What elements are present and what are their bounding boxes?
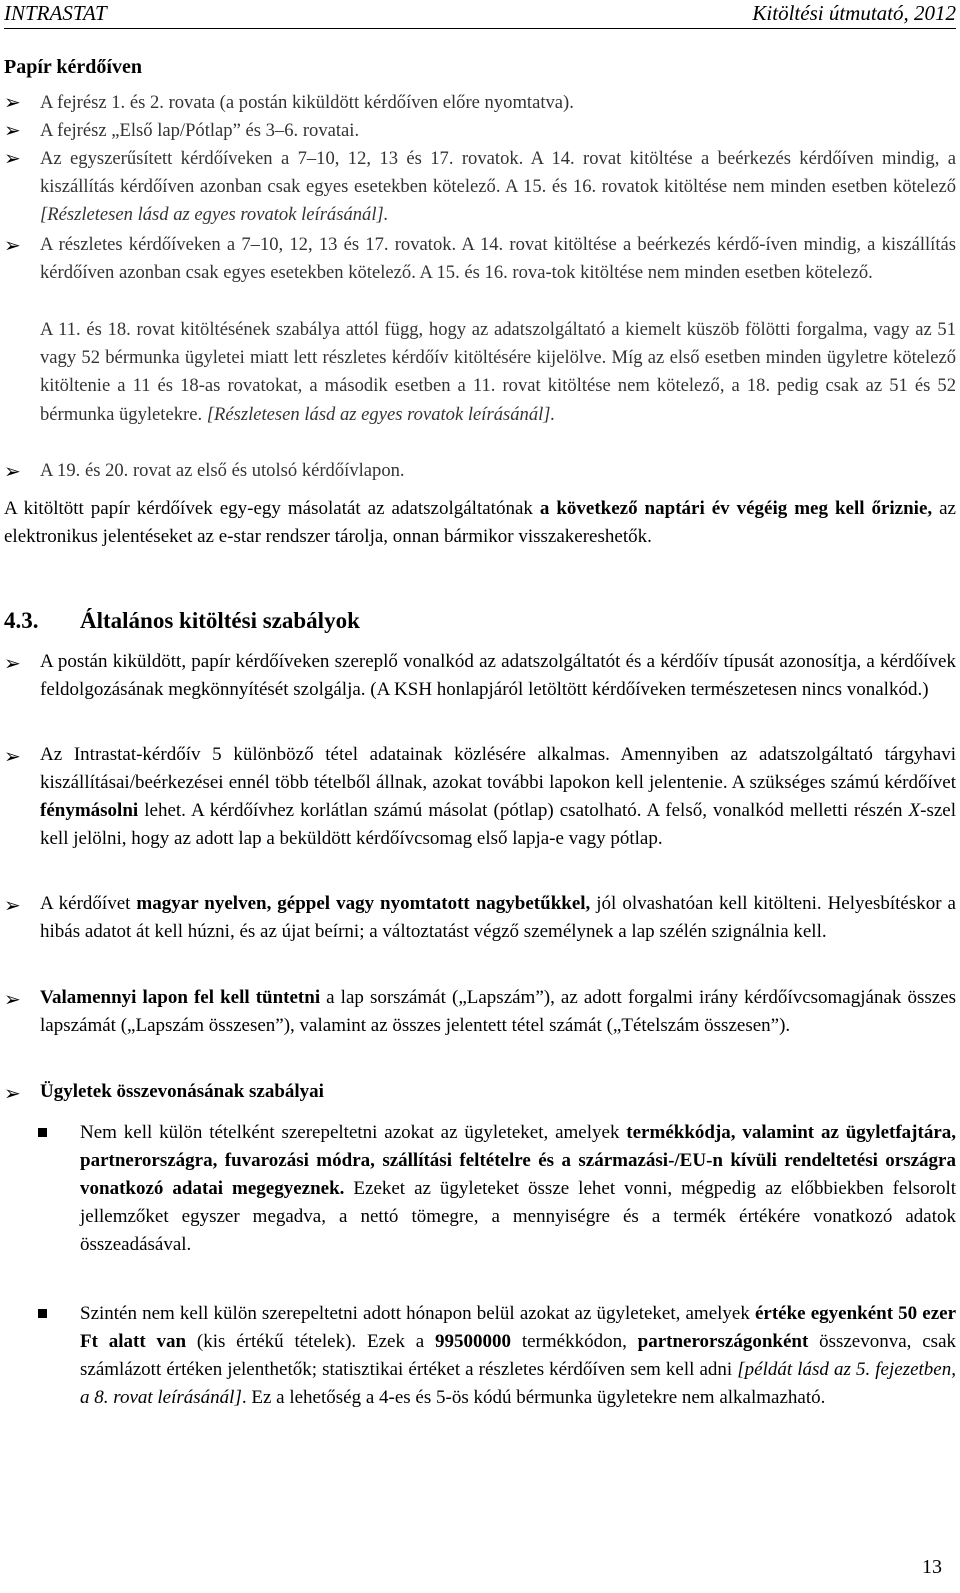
list-item: A fejrész 1. és 2. rovata (a postán kiküldött kérdőíven előre nyomtatva). bbox=[40, 92, 574, 113]
rule-item: A postán kiküldött, papír kérdőíveken szereplő vonalkód az adatszolgáltatót és a kérdőív típusát azonosítja, a kérdőívek feldolgozásának megkönnyítését szolgálja. (A KSH honlapjáról letöltött kérdőíveken természetesen nincs vonalkód.) bbox=[40, 651, 956, 700]
retention-paragraph: A kitöltött papír kérdőívek egy-egy másolatát az adatszolgáltatónak a következő naptári év végéig meg kell őriznie, az elektronikus jelentéseket az e-star rendszer tárolja, onnan bármikor visszakereshetők. bbox=[4, 498, 956, 547]
section-heading: 4.3. Általános kitöltési szabályok bbox=[4, 608, 360, 633]
arrow-bullet-icon: ➢ bbox=[4, 120, 21, 142]
subheading: Papír kérdőíven bbox=[4, 56, 142, 78]
arrow-bullet-icon: ➢ bbox=[4, 1083, 21, 1105]
arrow-bullet-icon: ➢ bbox=[4, 235, 21, 257]
rule-item: Az Intrastat-kérdőív 5 különböző tétel adatainak közlésére alkalmas. Amennyiben az adatszolgáltató tárgyhavi kiszállításai/beérkezései ennél több tételből állnak, azokat további lapokon kell jelentenie. A szükséges számú kérdőívet fénymásolni lehet. A kérdőívhez korlátlan számú másolat (pótlap) csatolható. A felső, vonalkód melletti részén X-szel kell jelölni, hogy az adott lap a beküldött kérdőívcsomag első lapja-e vagy pótlap. bbox=[40, 744, 956, 849]
page-header bbox=[4, 0, 956, 29]
arrow-bullet-icon: ➢ bbox=[4, 92, 21, 114]
header-right: Kitöltési útmutató, 2012 bbox=[752, 1, 956, 25]
arrow-bullet-icon: ➢ bbox=[4, 461, 21, 483]
square-bullet-icon bbox=[38, 1128, 47, 1137]
arrow-bullet-icon: ➢ bbox=[4, 895, 21, 917]
rule-item: Ügyletek összevonásának szabályai bbox=[40, 1081, 324, 1102]
reference-note: [Részletesen lásd az egyes rovatok leírásánál]. bbox=[40, 204, 389, 226]
arrow-bullet-icon: ➢ bbox=[4, 653, 21, 675]
list-item: A fejrész „Első lap/Pótlap” és 3–6. rovatai. bbox=[40, 120, 360, 141]
arrow-bullet-icon: ➢ bbox=[4, 148, 21, 170]
reference-note: [Részletesen lásd az egyes rovatok leírásánál]. bbox=[206, 403, 556, 425]
rule-item: Valamennyi lapon fel kell tüntetni a lap sorszámát („Lapszám”), az adott forgalmi irány kérdőívcsomagjának összes lapszámát („Lapszám összesen”), valamint az összes jelentett tétel számát („Tételszám összesen”). bbox=[40, 987, 956, 1036]
square-bullet-icon bbox=[38, 1309, 47, 1318]
sub-rule-item: Szintén nem kell külön szerepeltetni adott hónapon belül azokat az ügyleteket, amelyek értéke egyenként 50 ezer Ft alatt van (kis értékű tételek). Ezek a 99500000 termékkódon, partnerországonként összevonva, csak számlázott értéken jelenthetők; statisztikai értéket a részletes kérdőíven sem kell adni [példát lásd az 5. fejezetben, a 8. rovat leírásánál]. Ez a lehetőség a 4-es és 5-ös kódú bérmunka ügyletekre nem alkalmazható. bbox=[80, 1303, 957, 1408]
list-item: A 19. és 20. rovat az első és utolsó kérdőívlapon. bbox=[40, 460, 405, 481]
list-item: A részletes kérdőíveken a 7–10, 12, 13 és 17. rovatok. A 14. rovat kitöltése a beérkezés kérdő-íven mindig, a kiszállítás kérdőíven azonban csak egyes esetekben kötelező. A 15. és 16. rova-tok kitöltése nem minden esetben kötelező. bbox=[40, 234, 956, 284]
arrow-bullet-icon: ➢ bbox=[4, 746, 21, 768]
list-item: A 11. és 18. rovat kitöltésének szabálya attól függ, hogy az adatszolgáltató a kiemelt küszöb fölötti forgalma, vagy az 51 vagy 52 bérmunka ügyletei miatt lett részletes kérdőív kitöltésére kijelölve. Míg az első esetben minden ügyletre kötelező kitöltenie a 11 és 18-as rovatokat, a második esetben a 11. rovat kitöltése nem kötelező, a 18. pedig csak az 51 és 52 bérmunka ügyletekre. [Részletesen lásd az egyes rovatok leírásánál]. bbox=[40, 319, 956, 425]
list-item: Az egyszerűsített kérdőíveken a 7–10, 12, 13 és 17. rovatok. A 14. rovat kitöltése a beérkezés kérdőíven mindig, a kiszállítás kérdőíven azonban csak egyes esetekben kötelező. A 15. és 16. rovatok kitöltése nem minden esetben kötelező [Részletesen lásd az egyes rovatok leírásánál]. bbox=[40, 148, 956, 226]
rule-item: A kérdőívet magyar nyelven, géppel vagy nyomtatott nagybetűkkel, jól olvashatóan kell kitölteni. Helyesbítéskor a hibás adatot át kell húzni, és az újat beírni; a változtatást végző személynek a lap szélén szignálnia kell. bbox=[40, 893, 956, 942]
sub-rule-item: Nem kell külön tételként szerepeltetni azokat az ügyleteket, amelyek termékkódja, valamint az ügyletfajtára, partnerországra, fuvarozási módra, szállítási feltételre és a származási-/EU-n kívüli rendeltetési országra vonatkozó adatai megegyeznek. Ezeket az ügyleteket össze lehet vonni, mégpedig az előbbiekben felsorolt jellemzőket egyszer megadva, a nettó tömegre, a mennyiségre és a termék értékére vonatkozó adatok összeadásával. bbox=[80, 1122, 957, 1255]
arrow-bullet-icon: ➢ bbox=[4, 989, 21, 1011]
page-number: 13 bbox=[922, 1556, 942, 1578]
header-left: INTRASTAT bbox=[4, 1, 107, 25]
